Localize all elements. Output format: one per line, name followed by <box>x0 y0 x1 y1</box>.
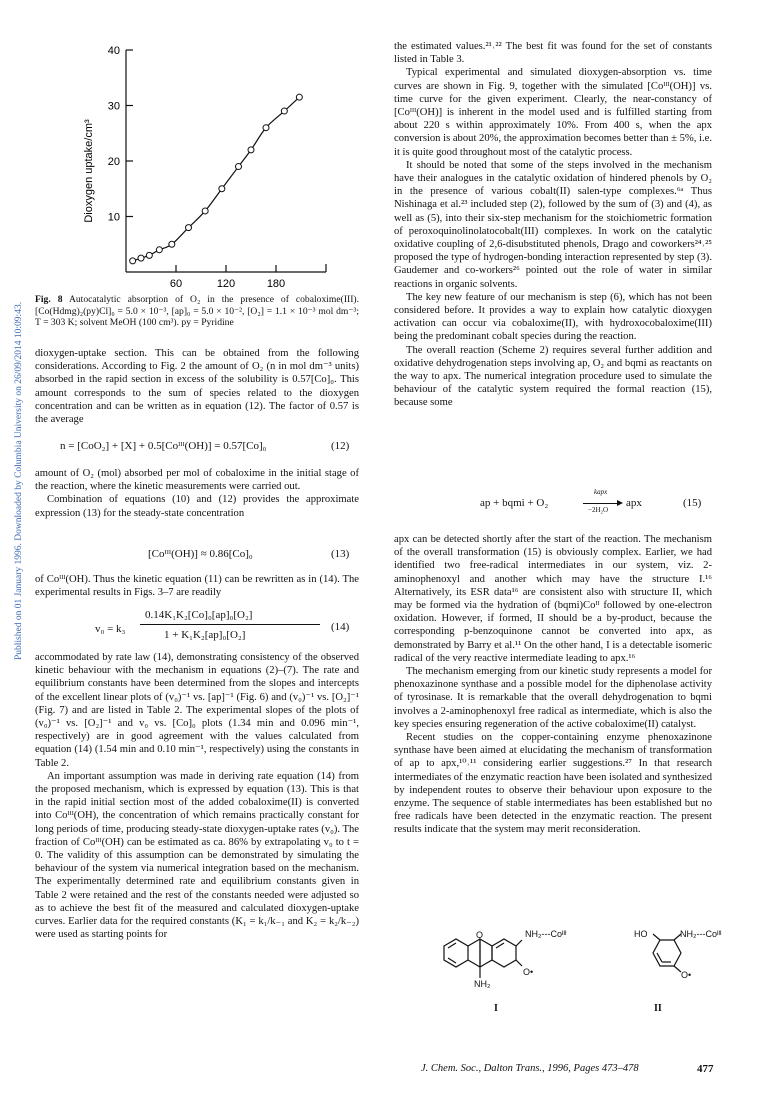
caption-text: Autocatalytic absorption of O₂ in the presence of cobaloxime(III). [Co(Hdmg)₂(py)Cl]₀ = 5.0 × 10⁻³, [ap]₀ = 5.0 × 10⁻², [O₂] = 1.1 × 10⁻³ mol dm⁻³; T = 303 K; solvent MeOH (100 cm³). py = Pyridine <box>35 294 360 329</box>
equation-15-reactants: ap + bqmi + O₂ <box>480 497 549 509</box>
left-p1-text: dioxygen-uptake section. This can be obtained from the following considerations. According to Fig. 2 the amount of O₂ (n in mol dm⁻³ units) absorbed in the rapid section in excess of the solubility is 0.57[Co]₀. This amount corresponds to the sum of species related to the dioxygen concentration and can be written as in equation (12). The factor of 0.57 is the average <box>35 348 359 426</box>
equation-15-condition: −2H₂O <box>588 506 608 514</box>
y-axis-label: Dioxygen uptake/cm³ <box>83 119 95 223</box>
right-p4-text: The key new feature of our mechanism is step (6), which has not been considered before. It provides a way to explain how catalytic dioxygen activation can occur via cobaloxime(II), with hydroxocobaloxime(III) being the predominant cobalt species during the reaction. <box>394 291 712 343</box>
right-p8-text: Recent studies on the copper-containing enzyme phenoxazinone synthase have been aimed at elucidating the mechanism of transformation of ap to apx,¹⁰˒¹¹ considering earlier suggestions.²⁷ In that research intermediates of the enzymatic reaction have been isolated and synthesized by independent routes to observe their behaviour upon exposure to the enzyme. The sequence of stable intermediates has been established but no free radicals have been detected in the enzymatic reaction. The present results indicate that the system may merit reconsideration. <box>394 732 712 836</box>
data-point <box>138 255 144 261</box>
equation-12-number: (12) <box>331 440 350 452</box>
left-p5-text: accommodated by rate law (14), demonstrating consistency of the observed kinetic behaviour with the mechanism in equations (2)–(7). The rate and equilibrium constants have been determined from the slopes and intercepts of the excellent linear plots of (v₀)⁻¹ vs. [ap]⁻¹ (Fig. 6) and (v₀)⁻¹ vs. [O₂]⁻¹ (Fig. 7) and are listed in Table 2. The experimental slopes of the plots of (v₀)⁻¹ vs. [O₂]⁻¹ and v₀ vs. [Co]₀ plots (1.34 min and 0.096 min⁻¹, respectively) are in good agreement with the values calculated from equation (14) (1.54 min and 0.10 min⁻¹, respectively) using the constants in Table 2. <box>35 652 359 769</box>
data-point <box>186 225 192 231</box>
y-tick-label: 10 <box>107 211 120 224</box>
x-tick-label: 120 <box>216 278 236 287</box>
equation-14-numerator: 0.14K₁K₂[Co]₀[ap]₀[O₂] <box>145 609 253 621</box>
x-tick-label: 180 <box>266 278 286 287</box>
right-p6-text: apx can be detected shortly after the start of the reaction. The mechanism of the overall transformation (15) is obviously complex. Earlier, we had identified two free-radical intermediates in our system, viz. 2-aminophenoxyl and another which may have the structure I.¹⁶ Alternatively, its ESR data¹⁶ are consistent also with structure II, which may be formed via the hydration of (bqmi)Coᴵᴵ followed by one-electron oxidation. However, if formed, II should be a by-product, because the corresponding p-benzoquinone cannot be converted into apx, as demonstrated by Barry et al.¹¹ On the other hand, I is a detectable isomeric radical of the very reactive intermediate leading to apx.¹⁶ <box>394 534 712 664</box>
right-p7-text: The mechanism emerging from our kinetic study represents a model for phenoxazinone synthase and a possible model for the diphenolase activity of tyrosinase. It is remarkable that the overall dehydrogenation to bqmi involves a 2-aminophenoxyl free radical as intermediate, which is also the key species ensuring regeneration of the active cobaloxime(II) catalyst. <box>394 666 712 730</box>
left-para-5 <box>35 651 359 941</box>
data-point <box>130 258 136 264</box>
right-para-1 <box>394 40 712 410</box>
equation-14-fraction-bar <box>140 624 320 625</box>
data-point <box>169 241 175 247</box>
y-tick-label: 40 <box>107 45 120 57</box>
data-point <box>296 94 302 100</box>
journal-citation: J. Chem. Soc., Dalton Trans., 1996, Pages 473–478 <box>421 1063 639 1074</box>
structure-II-hydroxyl: HO <box>634 929 648 939</box>
figure-caption <box>35 294 359 329</box>
structure-I-co-bond: NH₂---Coᴵᴵᴵ <box>525 929 567 939</box>
equation-13-number: (13) <box>331 548 350 560</box>
equation-14-number: (14) <box>331 621 350 633</box>
data-point <box>202 208 208 214</box>
page-number: 477 <box>697 1063 714 1075</box>
structure-I-oxygen: O <box>476 930 484 940</box>
data-point <box>248 147 254 153</box>
equation-15-rate-constant: kapx <box>594 488 608 496</box>
equation-13: [Coᴵᴵᴵ(OH)] ≈ 0.86[Co]₀ <box>148 548 253 560</box>
data-point <box>156 247 162 253</box>
structure-I-label: I <box>494 1003 498 1014</box>
right-p1-text: the estimated values.²¹˒²² The best fit was found for the set of constants listed in Table 3. <box>394 41 712 66</box>
right-para-6 <box>394 533 712 837</box>
x-tick-label: 60 <box>169 278 183 287</box>
y-tick-label: 20 <box>107 156 120 168</box>
structure-II-label: II <box>654 1003 662 1014</box>
left-para-1 <box>35 347 359 426</box>
download-watermark <box>2 280 24 660</box>
caption-label: Fig. 8 <box>35 294 63 305</box>
right-p2-text: Typical experimental and simulated dioxygen-absorption vs. time curves are shown in Fig. 9, together with the simulated [Coᴵᴵᴵ(OH)] vs. time curve for the given experiment. Clearly, the near-constancy of [Coᴵᴵᴵ(OH)] is inherent in the model used and is fulfilled starting from about 220 s within approximately 10%. From 400 s, when the apx conversion is about 20%, the approximation becomes better than ± 5%, i.e. it is quite good throughout most of the catalytic process. <box>394 67 712 158</box>
left-p6-text: An important assumption was made in deriving rate equation (14) from the proposed mechanism, which is expressed by equation (13). This is that in the rapid initial section most of the added cobaloxime(II) is converted into Coᴵᴵᴵ(OH), the concentration of which remains practically constant for long periods of time, producing steady-state dioxygen-uptake rates (v₀). The fraction of Coᴵᴵᴵ(OH) can be estimated as ca. 86% by extrapolating v₀ to t = 0. The validity of this assumption can be demonstrated by simulating the behaviour of the system via numerical integration based on the mechanism. The experimentally determined rate and equilibrium constants given in Table 2 were retained and the rest of the constants needed were adjusted so as to achieve the best fit of the measured and calculated dioxygen-uptake curves. Earlier data for the required constants (K₁ = k₁/k₋₁ and K₂ = k₂/k₋₂) were used as starting points for <box>35 770 359 941</box>
structure-II-co-bond: NH₂---Coᴵᴵᴵ <box>680 929 722 939</box>
structure-II-radical: O• <box>681 970 692 980</box>
equation-15-number: (15) <box>683 497 702 509</box>
left-para-2 <box>35 467 359 520</box>
data-point <box>146 252 152 258</box>
y-tick-label: 30 <box>107 100 120 113</box>
data-point <box>281 108 287 114</box>
download-watermark-text: Published on 01 January 1996. Downloaded by Columbia University on 26/09/2014 10:09:43. <box>14 301 24 660</box>
left-p2-text: amount of O₂ (mol) absorbed per mol of cobaloxime in the initial stage of the reaction, where the kinetic measurements were carried out. <box>35 468 359 493</box>
equation-15-arrow <box>583 503 621 504</box>
equation-14-denominator: 1 + K₁K₂[ap]₀[O₂] <box>164 629 246 641</box>
data-point <box>263 125 269 131</box>
structure-I-radical: O• <box>523 967 534 977</box>
structure-I-nh2: NH₂ <box>474 979 491 989</box>
series-line <box>133 97 300 261</box>
left-para-4 <box>35 573 359 599</box>
equation-14-lhs: v₀ = k₃ <box>95 623 126 635</box>
left-p3-text: Combination of equations (10) and (12) provides the approximate expression (13) for the steady-state concentration <box>35 494 359 519</box>
equation-15-arrowhead <box>617 500 623 506</box>
equation-12: n = [CoO₂] + [X] + 0.5[Coᴵᴵᴵ(OH)] = 0.57[Co]₀ <box>60 440 267 452</box>
data-point <box>219 186 225 192</box>
figure-8-chart <box>68 32 358 287</box>
data-point <box>236 164 242 170</box>
right-p5-text: The overall reaction (Scheme 2) requires several further addition and oxidative dehydrogenation steps involving ap, O₂ and bqmi as reactants on the way to apx. The numerical integration procedure used to simulate the behaviour of the catalytic system required the formal reaction (15), because some <box>394 344 712 409</box>
equation-15-product: apx <box>626 497 642 509</box>
left-p4-text: of Coᴵᴵᴵ(OH). Thus the kinetic equation (11) can be rewritten as in (14). The experimental results in Figs. 3–7 are readily <box>35 574 359 599</box>
right-p3-text: It should be noted that some of the steps involved in the mechanism have their analogues in the catalytic oxidation of hindered phenols by O₂ in the presence of various cobalt(II) salen-type complexes.⁶ᵃ Thus Nishinaga et al.²³ included step (2), followed by the sum of (3) and (4), as well as (5), into their six-step mechanism for the stoichiometric formation of peroxoquinolinolatocobalt(III) complexes. In work on the catalytic oxidative coupling of 2,6-disubstituted phenols, Drago and coworkers²⁴˒²⁵ proposed the type of hydrogen-bonding interaction represented by step (3). Gaudemer and co-workers²⁶ pointed out the role of water in similar reactions in organic solvents. <box>394 159 712 290</box>
